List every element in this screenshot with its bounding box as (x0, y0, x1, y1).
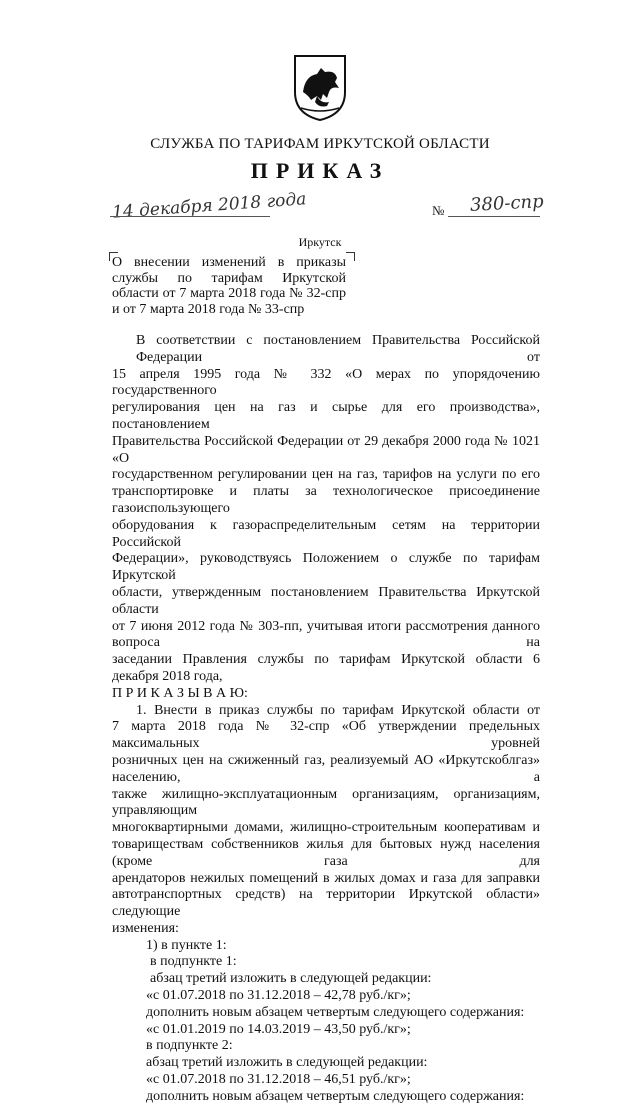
preamble-line: регулирования цен на газ и сырье для его производства», постановлением (112, 400, 540, 432)
agency-name: СЛУЖБА ПО ТАРИФАМ ИРКУТСКОЙ ОБЛАСТИ (150, 136, 490, 152)
item1-line: автотранспортных средств) на территории Иркутской области» следующие (112, 887, 540, 920)
document-title: ПРИКАЗ (250, 158, 390, 183)
clause-line: в подпункте 1: (150, 954, 237, 970)
clause-line: абзац третий изложить в следующей редакции: (150, 971, 432, 987)
document-body (112, 333, 540, 1106)
coat-of-arms-emblem (291, 52, 349, 122)
preamble-line: транспортировке и платы за технологическое присоединение газоиспользующего (112, 484, 540, 516)
preamble-line: оборудования к газораспределительным сетям на территории Российской (112, 517, 540, 550)
clause-line: 1) в пункте 1: (146, 937, 227, 953)
date-underline (110, 216, 270, 217)
preamble-line: Правительства Российской Федерации от 29 декабря 2000 года № 1021 «О (112, 433, 540, 466)
city-name: Иркутск (298, 235, 342, 249)
number-sign: № (432, 203, 445, 218)
preamble-line: области, утвержденным постановлением Правительства Иркутской области (112, 584, 540, 617)
preamble-line: Федерации», руководствуясь Положением о службе по тарифам Иркутской (112, 551, 540, 584)
handwritten-date: 14 декабря 2018 года (111, 189, 307, 223)
preamble-line: 15 апреля 1995 года № 332 «О мерах по упорядочению государственного (112, 366, 540, 399)
item1-line: 7 марта 2018 года № 32-спр «Об утверждении предельных максимальных уровней (112, 719, 540, 752)
subject-bracket-right (346, 252, 355, 261)
clause-line: «с 01.07.2018 по 31.12.2018 – 46,51 руб./кг»; (146, 1072, 411, 1088)
handwritten-order-number: 380-спр (469, 191, 545, 216)
item1-line: также жилищно-эксплуатационным организациям, организациям, управляющим (112, 786, 540, 819)
preamble-line: заседании Правления службы по тарифам Иркутской области 6 декабря 2018 года, (112, 652, 540, 684)
clause-line: «с 01.01.2019 по 14.03.2019 – 43,50 руб./кг»; (146, 1021, 411, 1037)
clause-line: дополнить новым абзацем четвертым следующего содержания: (146, 1004, 525, 1020)
item1-line: 1. Внести в приказ службы по тарифам Иркутской области от (136, 702, 540, 718)
order-word: П Р И К А З Ы В А Ю: (112, 685, 248, 701)
preamble-line: от 7 июня 2012 года № 303-пп, учитывая итоги рассмотрения данного вопроса на (112, 618, 540, 651)
clause-line: «с 01.07.2018 по 31.12.2018 – 42,78 руб./кг»; (146, 988, 411, 1004)
item1-line: изменения: (112, 920, 179, 936)
clause-line: дополнить новым абзацем четвертым следующего содержания: (146, 1088, 525, 1104)
preamble-line: В соответствии с постановлением Правительства Российской Федерации от (136, 333, 540, 365)
clause-line: абзац третий изложить в следующей редакции: (146, 1055, 428, 1071)
item1-line: розничных цен на сжиженный газ, реализуемый АО «Иркутскоблгаз» населению, а (112, 752, 540, 785)
item1-line: товариществам собственников жилья для бытовых нужд населения (кроме газа для (112, 836, 540, 869)
number-underline (448, 216, 540, 217)
preamble-line: государственном регулировании цен на газ, тарифов на услуги по его (112, 467, 540, 483)
item1-line: многоквартирными домами, жилищно-строительным кооперативам и (112, 820, 540, 836)
order-subject: О внесении изменений в приказы службы по тарифам Иркутской области от 7 марта 2018 года № 32-спр и от 7 марта 2018 года № 33-спр (112, 255, 346, 317)
clause-line: в подпункте 2: (146, 1038, 233, 1054)
item1-line: арендаторов нежилых помещений в жилых домах и газа для заправки (112, 870, 540, 886)
